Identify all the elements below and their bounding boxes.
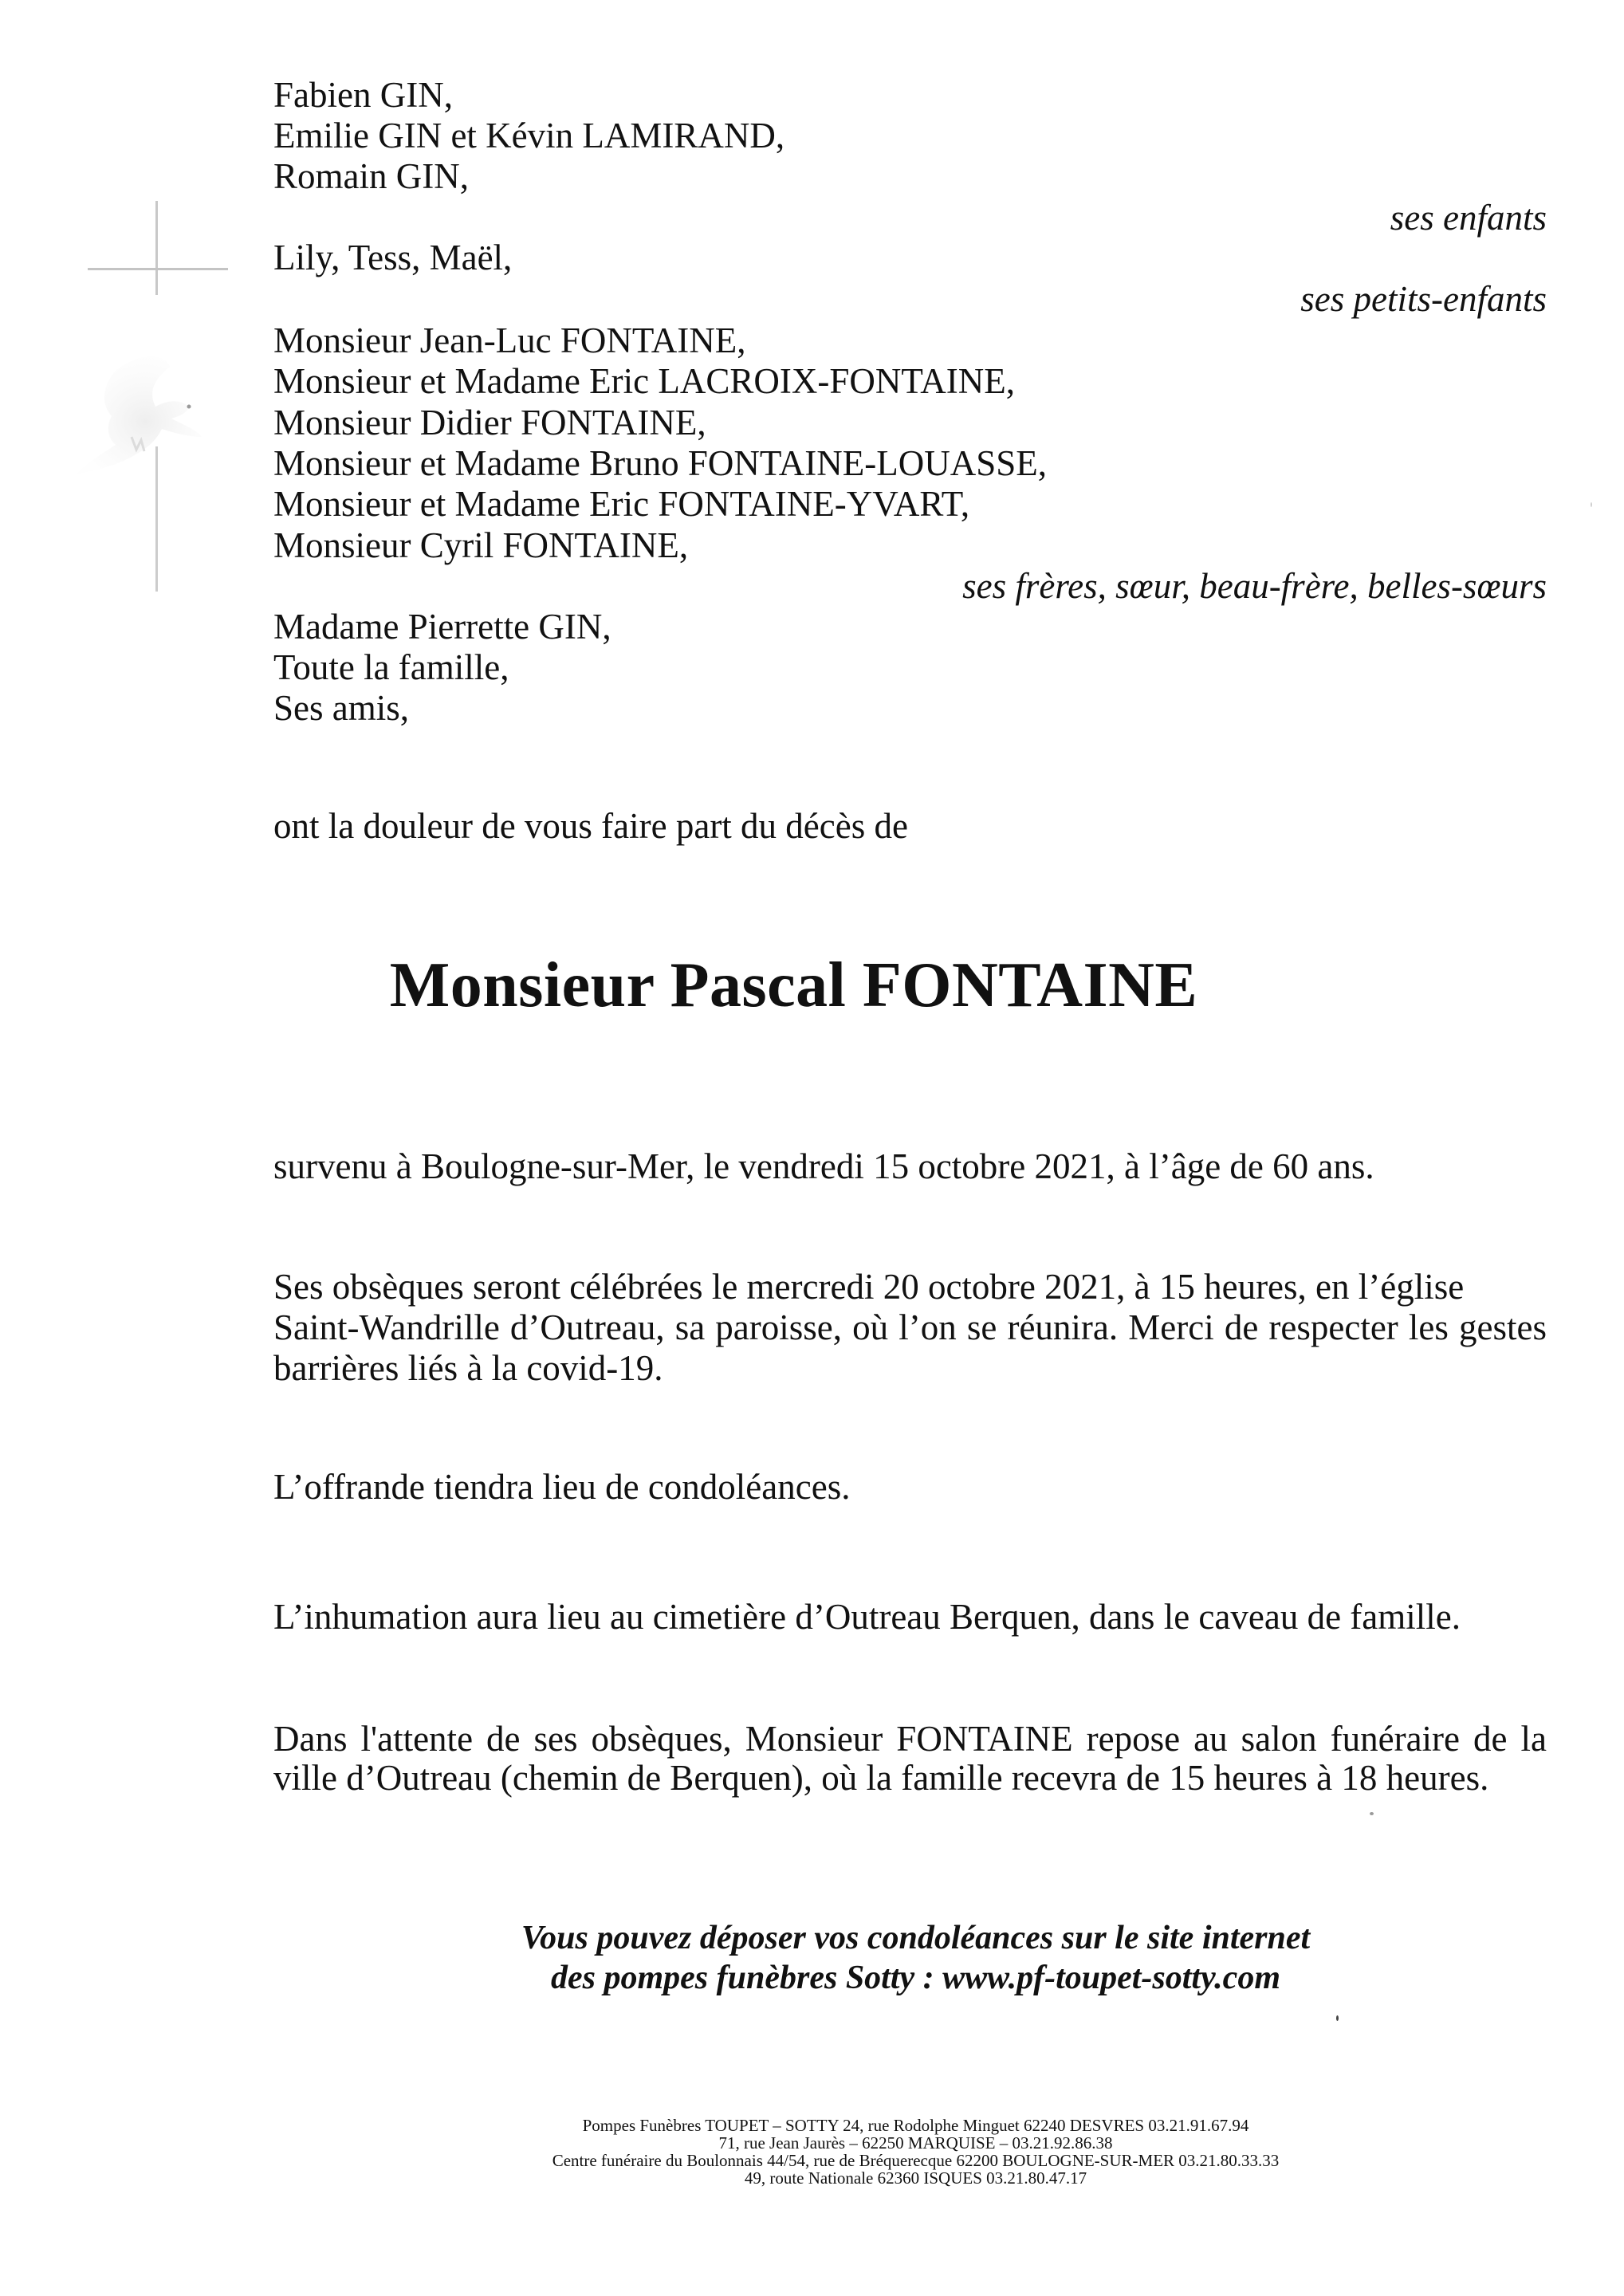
footer-address-line: Pompes Funèbres TOUPET – SOTTY 24, rue Rodolphe Minguet 62240 DESVRES 03.21.91.67.94 [582,2116,1249,2135]
paragraph-line: Ses obsèques seront célébrées le mercredi 20 octobre 2021, à 15 heures, en l’église [273,1267,1465,1307]
death-details-paragraph: survenu à Boulogne-sur-Mer, le vendredi 15 octobre 2021, à l’âge de 60 ans. [273,1146,1374,1186]
deceased-name-heading: Monsieur Pascal FONTAINE [389,950,1198,1020]
footer-address-line: 71, rue Jean Jaurès – 62250 MARQUISE – 03.21.92.86.38 [718,2133,1113,2152]
condolences-notice-line: Vous pouvez déposer vos condoléances sur le site internet [521,1920,1311,1956]
scan-speck [1336,2015,1339,2021]
relation-label-grandchildren: ses petits-enfants [1300,279,1547,319]
burial-paragraph: L’inhumation aura lieu au cimetière d’Outreau Berquen, dans le caveau de famille. [273,1597,1461,1637]
family-member: Monsieur Jean-Luc FONTAINE, [273,320,746,360]
footer-address-line: Centre funéraire du Boulonnais 44/54, rue de Bréquerecque 62200 BOULOGNE-SUR-MER 03.21.80.33.33 [552,2151,1280,2170]
family-member: Romain GIN, [273,156,469,196]
paragraph-line: Saint-Wandrille d’Outreau, sa paroisse, où l’on se réunira. Merci de respecter les gestes [273,1307,1547,1347]
relation-label-children: ses enfants [1390,198,1547,238]
family-member: Monsieur et Madame Bruno FONTAINE-LOUASSE, [273,443,1048,483]
family-member: Emilie GIN et Kévin LAMIRAND, [273,116,785,155]
announcement-text: ont la douleur de vous faire part du décès de [273,806,908,846]
dove-icon [68,343,211,478]
cross-crossbar [88,268,228,270]
relation-label-siblings: ses frères, sœur, beau-frère, belles-sœurs [962,566,1547,606]
family-member: Lily, Tess, Maël, [273,238,513,277]
scan-speck [1591,502,1592,507]
paragraph-line: ville d’Outreau (chemin de Berquen), où la famille recevra de 15 heures à 18 heures. [273,1758,1489,1798]
family-member: Toute la famille, [273,647,509,687]
cross-upper-stem [155,201,158,295]
family-member: Monsieur Didier FONTAINE, [273,403,706,442]
family-member: Fabien GIN, [273,75,453,115]
paragraph-line: barrières liés à la covid-19. [273,1348,663,1388]
family-member: Madame Pierrette GIN, [273,607,611,647]
scan-speck [1370,1812,1374,1815]
family-member: Monsieur et Madame Eric LACROIX-FONTAINE, [273,361,1015,401]
family-member: Ses amis, [273,688,410,728]
footer-address-line: 49, route Nationale 62360 ISQUES 03.21.80.47.17 [744,2168,1087,2188]
family-member: Monsieur Cyril FONTAINE, [273,525,689,565]
offering-paragraph: L’offrande tiendra lieu de condoléances. [273,1467,851,1507]
condolences-notice-website: des pompes funèbres Sotty : www.pf-toupet-sotty.com [551,1960,1280,1996]
family-member: Monsieur et Madame Eric FONTAINE-YVART, [273,484,970,524]
paragraph-line: Dans l'attente de ses obsèques, Monsieur FONTAINE repose au salon funéraire de la [273,1719,1547,1759]
